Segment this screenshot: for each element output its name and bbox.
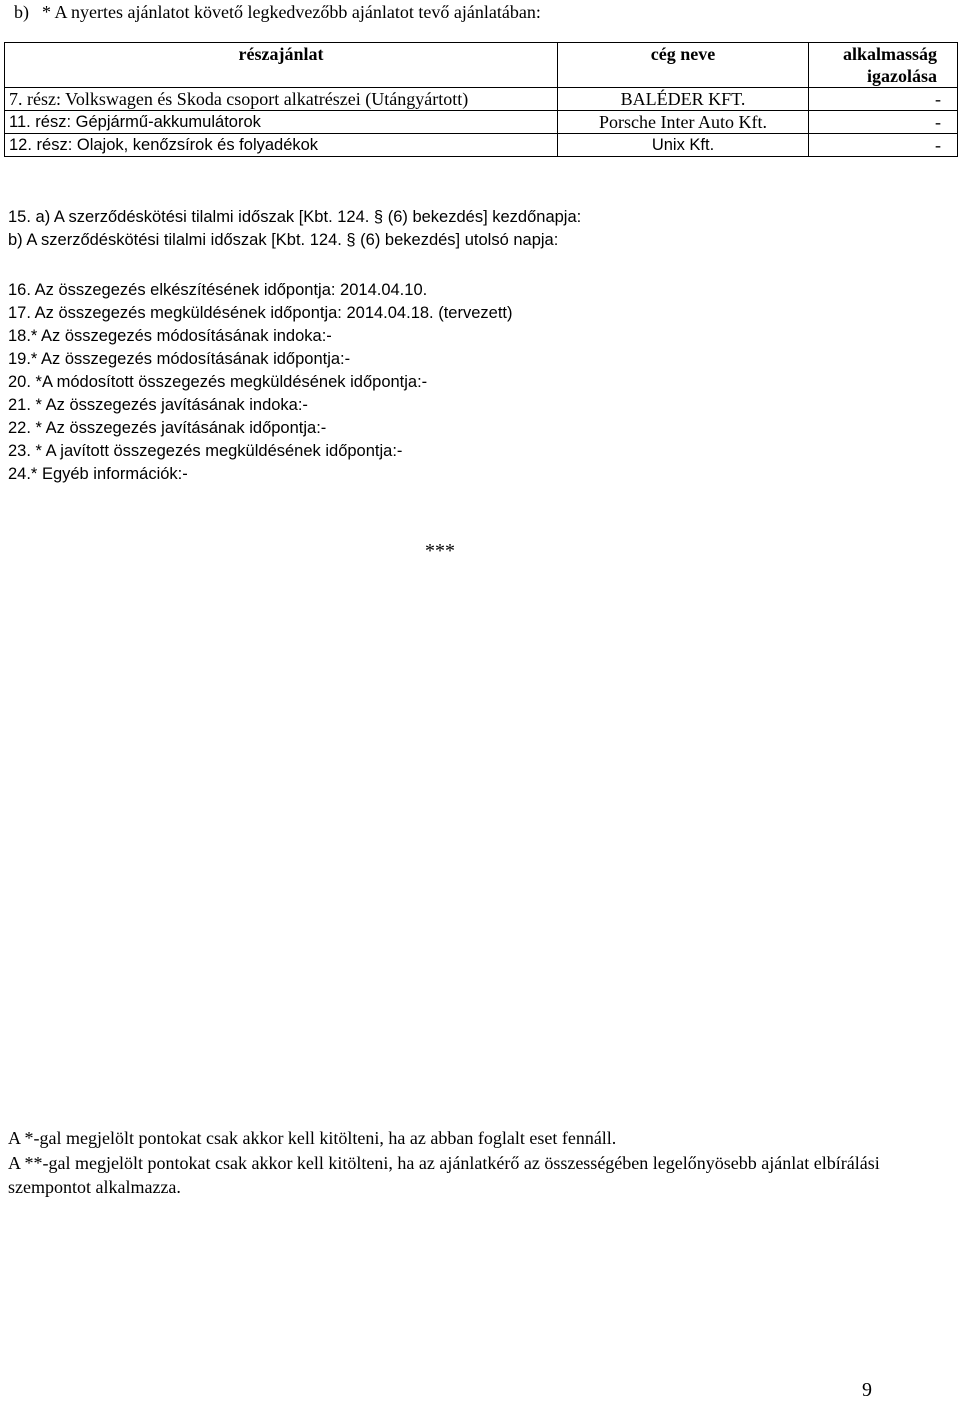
header-cell-company: cég neve xyxy=(558,43,809,88)
footnote-double-star: A **-gal megjelölt pontokat csak akkor kell kitölteni, ha az ajánlatkérő az összességében legelőnyösebb ajánlat elbírálási szempontot alkalmazza. xyxy=(8,1152,880,1197)
header-cell-part: részajánlat xyxy=(5,43,558,88)
standstill-period xyxy=(8,206,581,252)
page-number: 9 xyxy=(862,1379,872,1401)
table-row xyxy=(5,134,958,157)
table-cell-eligibility: - xyxy=(809,134,958,157)
list-item: 18.* Az összegezés módosításának indoka:- xyxy=(8,327,332,345)
section-heading-text: * A nyertes ajánlatot követő legkedvezőbb ajánlatot tevő ajánlatában: xyxy=(42,2,541,22)
header-cell-eligibility: alkalmasság igazolása xyxy=(809,43,958,88)
table-row xyxy=(5,88,958,111)
table-cell-part: 12. rész: Olajok, kenőzsírok és folyadékok xyxy=(5,134,558,157)
table-cell-part: 11. rész: Gépjármű-akkumulátorok xyxy=(5,111,558,134)
standstill-end: b) A szerződéskötési tilalmi időszak [Kbt. 124. § (6) bekezdés] utolsó napja: xyxy=(8,231,559,249)
table-cell-part: 7. rész: Volkswagen és Skoda csoport alkatrészei (Utángyártott) xyxy=(5,88,558,111)
list-item: 24.* Egyéb információk:- xyxy=(8,465,188,483)
list-item: 20. *A módosított összegezés megküldésének időpontja:- xyxy=(8,373,428,391)
list-item: 21. * Az összegezés javításának indoka:- xyxy=(8,396,308,414)
footnote-single-star: A *-gal megjelölt pontokat csak akkor kell kitölteni, ha az abban foglalt eset fennáll. xyxy=(8,1128,617,1148)
table-cell-eligibility: - xyxy=(809,88,958,111)
list-item: 22. * Az összegezés javításának időpontja:- xyxy=(8,419,327,437)
list-item: 16. Az összegezés elkészítésének időpontja: 2014.04.10. xyxy=(8,281,428,299)
table-cell-company: Unix Kft. xyxy=(558,134,809,157)
standstill-start: 15. a) A szerződéskötési tilalmi időszak [Kbt. 124. § (6) bekezdés] kezdőnapja: xyxy=(8,208,582,226)
summary-items xyxy=(8,279,512,486)
offers-table xyxy=(4,42,958,157)
section-letter: b) xyxy=(14,2,29,22)
table-cell-company: Porsche Inter Auto Kft. xyxy=(558,111,809,134)
list-item: 23. * A javított összegezés megküldésének időpontja:- xyxy=(8,442,403,460)
list-item: 19.* Az összegezés módosításának időpontja:- xyxy=(8,350,351,368)
table-cell-company: BALÉDER KFT. xyxy=(558,88,809,111)
footnotes xyxy=(8,1126,948,1200)
table-row xyxy=(5,111,958,134)
table-cell-eligibility: - xyxy=(809,111,958,134)
table-header-row xyxy=(5,43,958,88)
separator: *** xyxy=(425,540,455,562)
section-heading xyxy=(14,0,541,24)
list-item: 17. Az összegezés megküldésének időpontja: 2014.04.18. (tervezett) xyxy=(8,304,513,322)
